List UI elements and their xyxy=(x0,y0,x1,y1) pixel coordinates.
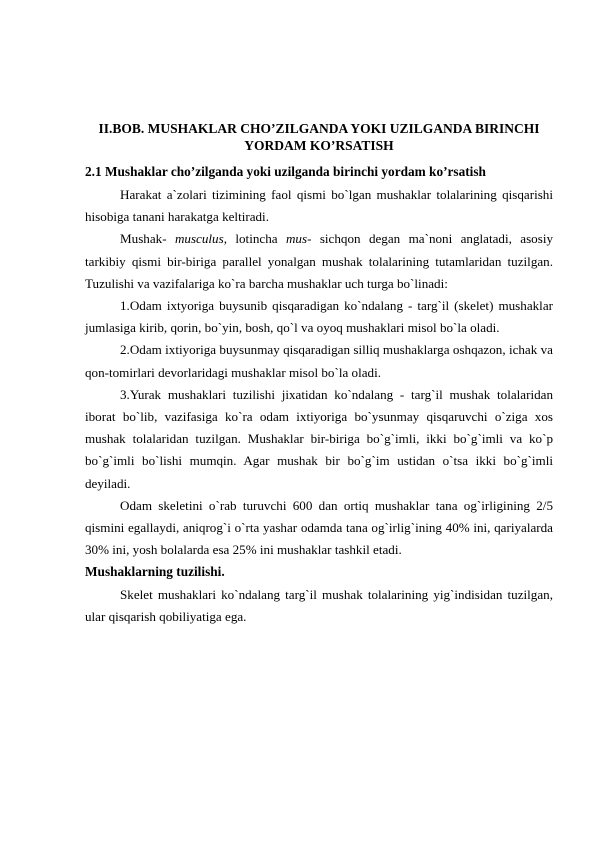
subheading: Mushaklarning tuzilishi. xyxy=(85,564,225,580)
paragraph-5: 3.Yurak mushaklari tuzilishi jixatidan ko`ndalang - targ`il mushak tolalaridan iborat bo`lib, vazifasiga ko`ra odam ixtiyoriga bo`ysunmay qisqaruvchi o`ziga xos mushak tolalaridan tuzilgan. Mushaklar bir-biriga bo`g`imli, ikki bo`g`imli va ko`p bo`g`imli bo`lishi mumqin. Agar mushak bir bo`g`im ustidan o`tsa ikki bo`g`imli deyiladi. xyxy=(85,386,553,491)
paragraph-4: 2.Odam ixtiyoriga buysunmay qisqaradigan silliq mushaklarga oshqazon, ichak va qon-tomirlari devorlaridagi mushaklar misol bo`la oladi. xyxy=(85,342,553,380)
latin-term-musculus: musculus xyxy=(174,231,224,247)
paragraph-2-text-b: , lotincha xyxy=(223,231,286,247)
latin-term-mus: mus xyxy=(285,231,308,247)
paragraph-3: 1.Odam ixtyoriga buysunib qisqaradigan ko`ndalang - targ`il (skelet) mushaklar jumlasiga kirib, qorin, bo`yin, bosh, qo`l va oyoq mushaklari misol bo`la oladi. xyxy=(85,298,553,336)
paragraph-1: Harakat a`zolari tizimining faol qismi bo`lgan mushaklar tolalarining qisqarishi hisobiga tanani harakatga keltiradi. xyxy=(85,187,553,225)
paragraph-2-text-c: - sichqon degan ma`noni anglatadi, asosiy tarkibiy qismi bir-biriga parallel yonalgan mushak tolalarining tutamlaridan tuzilgan. Tuzulishi va vazifalariga ko`ra barcha mushaklar uch turga bo`linadi: xyxy=(85,231,554,291)
paragraph-2-text-a: Mushak- xyxy=(120,231,175,247)
paragraph-7: Skelet mushaklari ko`ndalang targ`il mushak tolalarining yig`indisidan tuzilgan, ular qisqarish qobiliyatiga ega. xyxy=(85,586,553,624)
paragraph-2 xyxy=(85,228,553,295)
paragraph-6: Odam skeletini o`rab turuvchi 600 dan ortiq mushaklar tana og`irligining 2/5 qismini egallaydi, aniqrog`i o`rta yashar odamda tana og`irlig`ining 40% ini, qariyalarda 30% ini, yosh bolalarda esa 25% ini mushaklar tashkil etadi. xyxy=(85,497,553,558)
document-page xyxy=(85,120,553,628)
section-heading: 2.1 Mushaklar cho’zilganda yoki uzilganda birinchi yordam ko’rsatish xyxy=(85,164,486,179)
chapter-title: II.BOB. MUSHAKLAR CHO’ZILGANDA YOKI UZILGANDA BIRINCHI YORDAM KO’RSATISH xyxy=(98,121,540,153)
